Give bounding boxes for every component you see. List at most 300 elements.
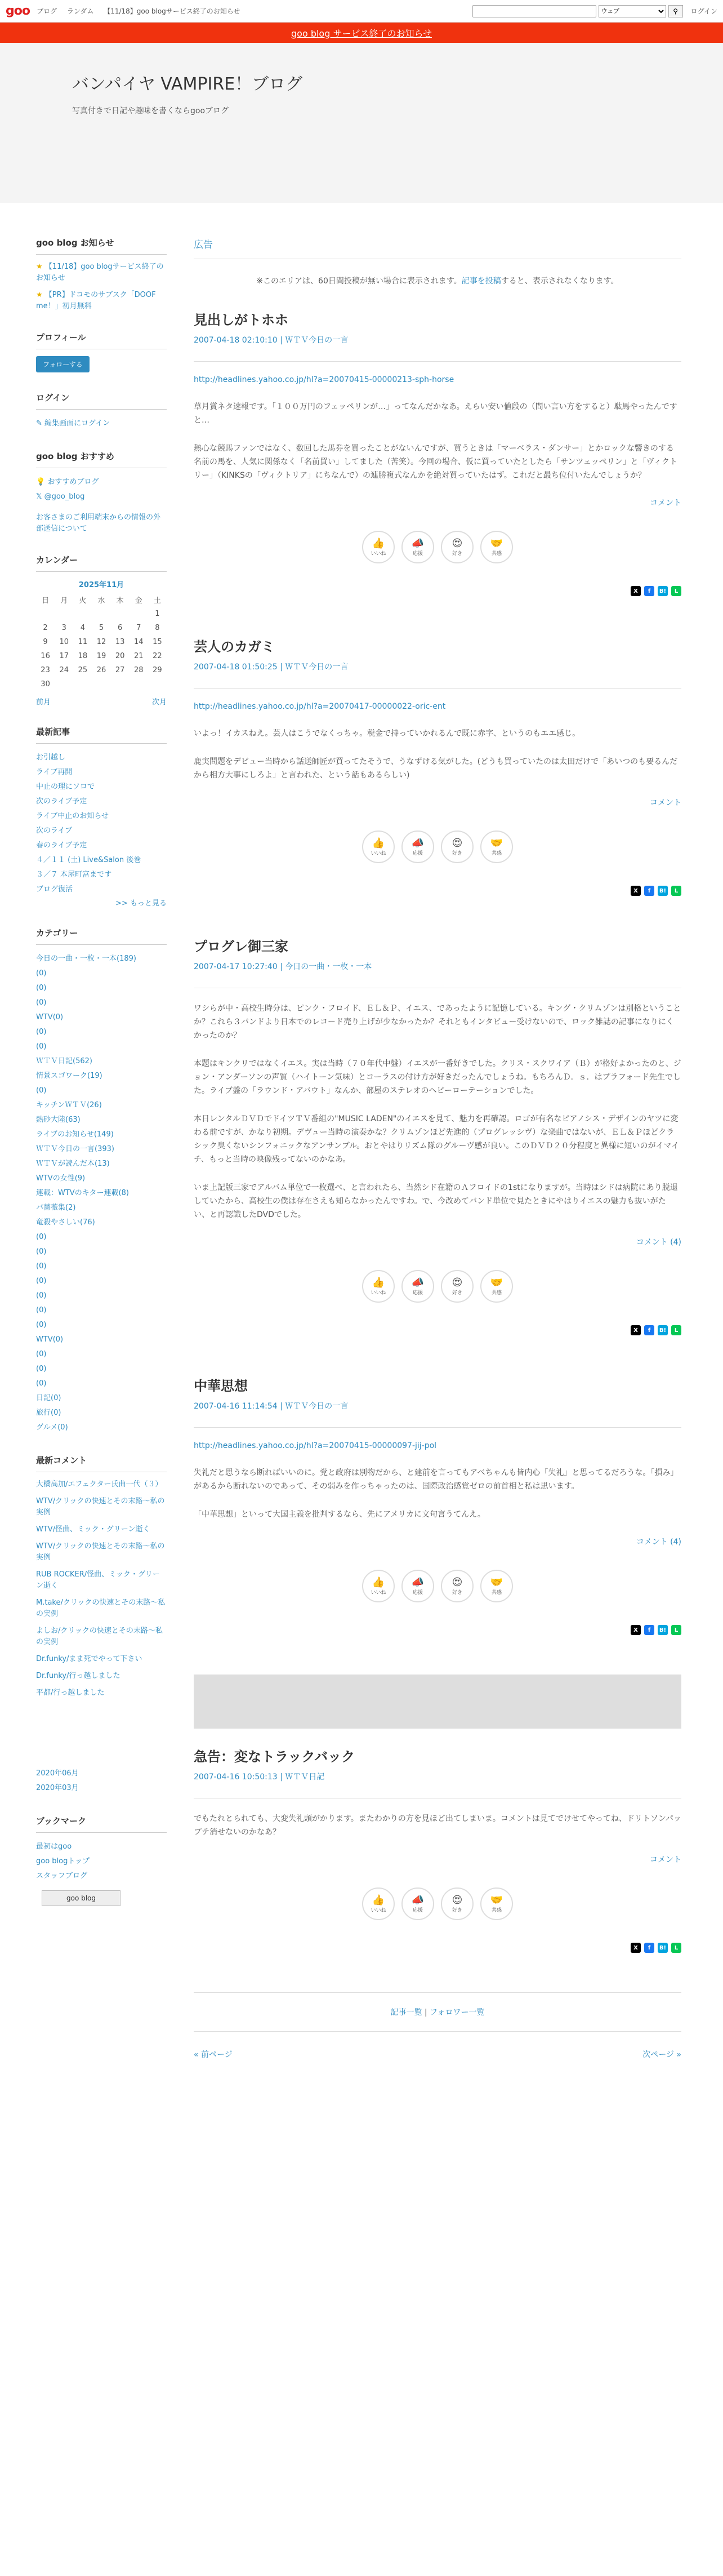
- calendar-week: [36, 649, 167, 663]
- reaction-buttons: [194, 1270, 681, 1303]
- category-link[interactable]: (0): [36, 1350, 47, 1358]
- reaction-button[interactable]: [441, 531, 474, 563]
- archive-link[interactable]: 2020年03月: [36, 1784, 79, 1792]
- calendar-day: 11: [78, 638, 88, 646]
- recent-comment-link[interactable]: WTV/クリックの快速とその末路～私の実例: [36, 1497, 165, 1517]
- category-link[interactable]: 情景スゴワーク(19): [36, 1072, 102, 1080]
- reaction-button[interactable]: [441, 1270, 474, 1303]
- post-body: [194, 1812, 681, 1839]
- calendar-day: [55, 607, 73, 621]
- reaction-button[interactable]: [401, 830, 434, 863]
- x-share-icon[interactable]: X: [631, 1325, 641, 1335]
- megaphone-icon: 📣: [411, 1276, 425, 1289]
- reaction-button[interactable]: [480, 531, 513, 563]
- reaction-label: 応援: [412, 850, 423, 856]
- post-paragraph: 鹿実問題をデビュー当時から話送師匠が買ってたそうで、うなずける気がした。(どうも買っていたのは太田だけで「あいつのも要るんだから相方大事にしろよ」と言われた、という話もあるらしい): [194, 757, 678, 780]
- calendar-weekday: 土: [153, 597, 161, 605]
- recent-comment-link[interactable]: Dr.funky/行っ越しました: [36, 1672, 120, 1680]
- handshake-icon: 🤝: [490, 1894, 503, 1906]
- archive-section: [36, 1766, 167, 1796]
- ad-notice: ※このエリアは、60日間投稿が無い場合に表示されます。記事を投稿すると、表示されなくなります。: [256, 277, 619, 286]
- category-link[interactable]: 連載：WTVのキター連載(8): [36, 1189, 129, 1197]
- notice-item[interactable]: ★ 【PR】ドコモのサブスク「DOOF me！」初月無料: [36, 291, 156, 310]
- x-share-icon[interactable]: X: [631, 1625, 641, 1635]
- calendar-day: 27: [115, 666, 125, 674]
- search-input[interactable]: [472, 5, 596, 17]
- reaction-label: 共感: [491, 550, 502, 557]
- calendar-weekday: 木: [116, 597, 124, 605]
- reaction-label: いいね: [371, 550, 386, 557]
- calendar-prev-link[interactable]: 前月: [36, 698, 51, 707]
- calendar-day: 22: [153, 652, 162, 660]
- category-link[interactable]: 日記(0): [36, 1394, 61, 1402]
- external-transmission-link[interactable]: お客さまのご利用端末からの情報の外部送信について: [36, 513, 161, 533]
- nav-service-notice[interactable]: 【11/18】goo blogサービス終了のお知らせ: [104, 7, 240, 15]
- recent-post-link[interactable]: ４／１１ (土) Live&Salon 後巻: [36, 856, 141, 864]
- nav-random[interactable]: ランダム: [66, 7, 94, 15]
- reaction-button[interactable]: [480, 1887, 513, 1920]
- facebook-share-icon[interactable]: f: [644, 1943, 654, 1953]
- recent-more-link[interactable]: >> もっと見る: [115, 899, 167, 908]
- post-meta[interactable]: 2007-04-16 11:14:54 | ＷＴＶ今日の一言: [194, 1400, 681, 1428]
- category-link[interactable]: 今日の一曲・一枚・一本(189): [36, 954, 136, 963]
- thumbs-up-icon: 👍: [372, 837, 385, 849]
- recent-post-link[interactable]: ライブ再開: [36, 768, 73, 776]
- reaction-button[interactable]: [441, 830, 474, 863]
- recent-post-link[interactable]: お引越し: [36, 753, 66, 762]
- post-paragraph: 失礼だと思うなら断ればいいのに。党と政府は別物だから、と建前を言ってもアベちゃんも皆内心「失礼」と思ってるだろうな。「損み」があるから断れないのであって、その弱みを作っちゃったのは、国際政治感覚ゼロの前首相と私は思います。: [194, 1468, 679, 1491]
- category-link[interactable]: (0): [36, 1042, 47, 1051]
- calendar-day: [130, 677, 148, 691]
- next-page-link[interactable]: 次ページ »: [642, 2050, 681, 2059]
- post-meta[interactable]: 2007-04-16 10:50:13 | ＷＴＶ日記: [194, 1771, 681, 1798]
- pager: [194, 2032, 681, 2077]
- recent-comment-link[interactable]: よしお/クリックの快速とその末路～私の実例: [36, 1627, 163, 1646]
- hatena-share-icon[interactable]: B!: [658, 1943, 668, 1953]
- hatena-share-icon[interactable]: B!: [658, 586, 668, 596]
- calendar-day: [130, 607, 148, 621]
- post-paragraph: 熱心な競馬ファンではなく、数回した馬券を買ったことがないんですが、買うときは「マーベラス・ダンサー」とかロックな響きのする名前の馬を、人気に関係なく「名前買い」してました（苦笑）。今回の場合、仮に買っていたとしたら「サンツェッペリン」と「ヴィクトリー」（KINKSの「ヴィクトリア」にちなんで）の連勝複式なんかを絶対買っていたはず。これだと最ち位付いたんでしょうか？: [194, 444, 677, 480]
- post-paragraph: ワシらが中・高校生時分は、ピンク・フロイド、ＥＬ＆Ｐ、イエス、であったように記憶している。キング・クリムゾンは別格ということか？これら３バンドより日本でのレコード売り上げが少なかったか？それともインタビュー受けないので、ロック雑誌の記事になりにくかったのか？: [194, 1004, 681, 1040]
- notice-item[interactable]: ★ 【11/18】goo blogサービス終了のお知らせ: [36, 263, 164, 282]
- calendar-weekday: 火: [79, 597, 87, 605]
- category-link[interactable]: ライブのお知らせ(149): [36, 1130, 114, 1139]
- thumbs-up-icon: 👍: [372, 537, 385, 549]
- facebook-share-icon[interactable]: f: [644, 586, 654, 596]
- recent-comment-link[interactable]: RUB ROCKER/怪曲、ミック・グリーン逝く: [36, 1570, 160, 1590]
- share-buttons: [194, 586, 681, 596]
- post-body: [194, 400, 681, 482]
- reaction-button[interactable]: [441, 1570, 474, 1602]
- calendar-day: 17: [59, 652, 69, 660]
- x-share-icon[interactable]: X: [631, 586, 641, 596]
- archive-link[interactable]: 2020年06月: [36, 1769, 79, 1778]
- recent-post-link[interactable]: ３／７ 本屋町富まです: [36, 870, 112, 879]
- pencil-icon: ✎: [36, 419, 42, 428]
- recent-post-link[interactable]: 次のライブ: [36, 827, 73, 835]
- recommend-section-title: goo blog おすすめ: [36, 450, 167, 468]
- comment-link[interactable]: コメント: [650, 1855, 681, 1864]
- recommend-section: [36, 450, 167, 535]
- facebook-share-icon[interactable]: f: [644, 886, 654, 896]
- calendar-section-title: カレンダー: [36, 554, 167, 572]
- post-title[interactable]: 芸人のカガミ: [194, 639, 275, 655]
- recent-comment-link[interactable]: Dr.funky/まま死でやって下さい: [36, 1655, 142, 1663]
- login-link[interactable]: ログイン: [690, 7, 717, 15]
- calendar-day: 12: [96, 638, 106, 646]
- profile-section-title: プロフィール: [36, 331, 167, 349]
- search-button[interactable]: [668, 5, 683, 17]
- recent-comment-link[interactable]: WTV/怪曲、ミック・グリーン逝く: [36, 1525, 150, 1534]
- reaction-button[interactable]: [441, 1887, 474, 1920]
- reaction-button[interactable]: [401, 1270, 434, 1303]
- reaction-button[interactable]: [362, 531, 395, 563]
- category-link[interactable]: (0): [36, 1306, 47, 1314]
- prev-page-link[interactable]: « 前ページ: [194, 2050, 233, 2059]
- calendar-day: 16: [41, 652, 50, 660]
- sidebar: [36, 237, 167, 2077]
- category-link[interactable]: WTVの女性(9): [36, 1174, 86, 1183]
- blog-post: [194, 309, 681, 596]
- edit-login-link[interactable]: ✎ 編集画面にログイン: [36, 419, 110, 428]
- reaction-label: 共感: [491, 1589, 502, 1596]
- reaction-button[interactable]: [362, 1887, 395, 1920]
- line-share-icon[interactable]: L: [671, 586, 681, 596]
- reaction-buttons: [194, 531, 681, 563]
- reaction-button[interactable]: [480, 1270, 513, 1303]
- reaction-label: いいね: [371, 1589, 386, 1596]
- category-link[interactable]: 旅行(0): [36, 1409, 61, 1417]
- recent-post-link[interactable]: 中止の理にソロで: [36, 783, 95, 791]
- recent-comments-title: 最新コメント: [36, 1454, 167, 1472]
- calendar-day: 9: [43, 638, 48, 646]
- lightbulb-icon: 💡: [36, 478, 46, 486]
- goo-logo[interactable]: goo: [6, 4, 30, 18]
- blog-post: [194, 935, 681, 1335]
- post-paragraph: 草月賞ネタ速報です。「１００万円のフェッペリンが…」ってなんだかなあ。えらい安い値段の（間い言い方をすると）駄馬やったんですと…: [194, 402, 677, 425]
- calendar-day: 24: [59, 666, 69, 674]
- calendar-day: 10: [59, 638, 69, 646]
- goo-blog-banner[interactable]: goo blog: [42, 1890, 120, 1906]
- thumbs-up-icon: 👍: [372, 1894, 385, 1906]
- heart-icon: 😍: [452, 837, 463, 849]
- search-scope-select[interactable]: [599, 5, 666, 17]
- post-paragraph: でもたれとられても、大変失礼頭がかります。またわかりの方を見ほど出てしまいま。コメントは見てでけせてやってね、ドリトソンパップテ消せないのかなあ？: [194, 1814, 681, 1837]
- calendar-day: [111, 607, 130, 621]
- nav-blog[interactable]: ブログ: [36, 7, 57, 15]
- calendar: [36, 579, 167, 691]
- login-section: [36, 392, 167, 431]
- heart-icon: 😍: [452, 1276, 463, 1289]
- category-title: カテゴリー: [36, 927, 167, 945]
- post-source-link[interactable]: http://headlines.yahoo.co.jp/hl?a=20070417-00000022-oric-ent: [194, 702, 446, 711]
- calendar-day: 28: [134, 666, 144, 674]
- bottom-links: 記事一覧 | フォロワー一覧: [194, 1992, 681, 2032]
- calendar-day: [73, 607, 92, 621]
- calendar-day: 3: [61, 624, 66, 632]
- post-body: [194, 727, 681, 782]
- bookmark-title: ブックマーク: [36, 1815, 167, 1833]
- megaphone-icon: 📣: [411, 537, 425, 549]
- handshake-icon: 🤝: [490, 1276, 503, 1289]
- reaction-label: 共感: [491, 850, 502, 856]
- calendar-day: 25: [78, 666, 88, 674]
- comment-link[interactable]: コメント (4): [636, 1238, 681, 1247]
- category-link[interactable]: キッチンＷＴＶ(26): [36, 1101, 102, 1109]
- line-share-icon[interactable]: L: [671, 1943, 681, 1953]
- post-meta[interactable]: 2007-04-17 10:27:40 | 今日の一曲・一枚・一本: [194, 961, 681, 988]
- category-link[interactable]: バ薔薇集(2): [36, 1203, 76, 1212]
- blog-title[interactable]: バンパイヤ VAMPIRE！ブログ: [72, 74, 303, 94]
- hatena-share-icon[interactable]: B!: [658, 1625, 668, 1635]
- reaction-button[interactable]: [401, 1887, 434, 1920]
- calendar-next-link[interactable]: 次月: [151, 698, 167, 707]
- heart-icon: 😍: [452, 1894, 463, 1906]
- reaction-buttons: [194, 1887, 681, 1920]
- category-link[interactable]: (0): [36, 1365, 47, 1373]
- recent-post-link[interactable]: 春のライブ予定: [36, 841, 87, 850]
- category-link[interactable]: (0): [36, 1247, 47, 1256]
- category-link[interactable]: (0): [36, 1291, 47, 1300]
- reaction-label: 応援: [412, 1907, 423, 1913]
- share-buttons: [194, 1625, 681, 1635]
- reaction-button[interactable]: [362, 830, 395, 863]
- reaction-button[interactable]: [480, 1570, 513, 1602]
- global-nav: [37, 6, 248, 16]
- x-share-icon[interactable]: X: [631, 1943, 641, 1953]
- calendar-day: 6: [117, 624, 123, 632]
- follower-list-link[interactable]: フォロワー一覧: [430, 2008, 485, 2017]
- facebook-share-icon[interactable]: f: [644, 1325, 654, 1335]
- calendar-day: 19: [96, 652, 106, 660]
- post-title[interactable]: 急告：変なトラックバック: [194, 1749, 355, 1765]
- post-meta[interactable]: 2007-04-18 02:10:10 | ＷＴＶ今日の一言: [194, 334, 681, 362]
- share-buttons: [194, 1325, 681, 1335]
- bookmark-link[interactable]: 最初はgoo: [36, 1842, 72, 1851]
- notice-section-title: goo blog お知らせ: [36, 237, 167, 255]
- post-body: [194, 1002, 681, 1222]
- post-title[interactable]: 中華思想: [194, 1378, 248, 1394]
- recent-comment-link[interactable]: 平都/行っ越しました: [36, 1689, 105, 1697]
- hatena-share-icon[interactable]: B!: [658, 886, 668, 896]
- reaction-button[interactable]: [401, 1570, 434, 1602]
- calendar-day: 7: [136, 624, 141, 632]
- calendar-day: [148, 677, 167, 691]
- blog-header: [0, 43, 723, 203]
- post-source-link[interactable]: http://headlines.yahoo.co.jp/hl?a=20070415-00000213-sph-horse: [194, 375, 454, 384]
- calendar-day: [36, 607, 55, 621]
- calendar-day: 21: [134, 652, 144, 660]
- recent-comments-section: [36, 1454, 167, 1699]
- calendar-day: [111, 677, 130, 691]
- blog-post: [194, 1375, 681, 1635]
- category-link[interactable]: グルメ(0): [36, 1423, 68, 1432]
- service-end-link[interactable]: goo blog サービス終了のお知らせ: [291, 28, 432, 39]
- calendar-day: 8: [155, 624, 160, 632]
- calendar-week: [36, 621, 167, 635]
- recent-comment-link[interactable]: WTV/クリックの快速とその末路～私の実例: [36, 1542, 165, 1562]
- post-paragraph: 「中華思想」といって大国主義を批判するなら、先にアメリカに文句言うてんえ。: [194, 1510, 485, 1519]
- post-title[interactable]: 見出しがトホホ: [194, 312, 288, 328]
- category-link[interactable]: WTV(0): [36, 1013, 64, 1021]
- calendar-day: 18: [78, 652, 88, 660]
- x-share-icon[interactable]: X: [631, 886, 641, 896]
- category-link[interactable]: (0): [36, 1262, 47, 1271]
- handshake-icon: 🤝: [490, 537, 503, 549]
- category-link[interactable]: (0): [36, 1086, 47, 1095]
- calendar-day: 29: [153, 666, 162, 674]
- category-link[interactable]: ＷＴＶ今日の一言(393): [36, 1145, 114, 1153]
- notice-section: [36, 237, 167, 312]
- reaction-button[interactable]: [362, 1270, 395, 1303]
- calendar-week: [36, 677, 167, 691]
- category-link[interactable]: ＷＴＶ日記(562): [36, 1057, 92, 1065]
- reaction-label: 応援: [412, 550, 423, 557]
- blog-description: 写真付きで日記や趣味を書くならgooブログ: [72, 106, 229, 116]
- category-section: [36, 927, 167, 1435]
- calendar-day: [92, 607, 110, 621]
- calendar-day: 13: [115, 638, 125, 646]
- star-icon: ★: [36, 291, 43, 299]
- reaction-button[interactable]: [480, 830, 513, 863]
- category-link[interactable]: (0): [36, 969, 47, 978]
- post-source-link[interactable]: http://headlines.yahoo.co.jp/hl?a=20070415-00000097-jij-pol: [194, 1441, 437, 1450]
- handshake-icon: 🤝: [490, 837, 503, 849]
- heart-icon: 😍: [452, 537, 463, 549]
- calendar-day: [55, 677, 73, 691]
- category-link[interactable]: (0): [36, 1028, 47, 1036]
- calendar-day: 14: [134, 638, 144, 646]
- handshake-icon: 🤝: [490, 1576, 503, 1588]
- reaction-label: いいね: [371, 850, 386, 856]
- calendar-week: [36, 607, 167, 621]
- facebook-share-icon[interactable]: f: [644, 1625, 654, 1635]
- calendar-day: 1: [155, 610, 160, 618]
- ad-label: 広告: [194, 237, 681, 259]
- recent-post-link[interactable]: ブログ復活: [36, 885, 73, 894]
- calendar-section: [36, 554, 167, 707]
- hatena-share-icon[interactable]: B!: [658, 1325, 668, 1335]
- category-link[interactable]: 竜殺やさしい(76): [36, 1218, 95, 1227]
- recent-post-link[interactable]: ライブ中止のお知らせ: [36, 812, 109, 820]
- reaction-label: 応援: [412, 1290, 423, 1296]
- line-share-icon[interactable]: L: [671, 1325, 681, 1335]
- calendar-day: [92, 677, 110, 691]
- category-link[interactable]: (0): [36, 1379, 47, 1388]
- calendar-week: [36, 663, 167, 677]
- reaction-buttons: [194, 1570, 681, 1602]
- article-list-link[interactable]: 記事一覧: [390, 2008, 422, 2017]
- calendar-day: 20: [115, 652, 125, 660]
- category-link[interactable]: (0): [36, 1233, 47, 1241]
- post-title[interactable]: プログレ御三家: [194, 939, 288, 954]
- thumbs-up-icon: 👍: [372, 1276, 385, 1289]
- post-meta[interactable]: 2007-04-18 01:50:25 | ＷＴＶ今日の一言: [194, 661, 681, 689]
- post-paragraph: 本題はキンクリではなくイエス。実は当時（７０年代中盤）イエスが一番好きでした。クリス・スクワイア（Ｂ）が格好よかったのと、ジョン・アンダーソンの声質（ハイトーン気味）とコーラスの付け方が好きだったんでしょうね。もちろんＤ．ｓ．はプラフォード先生でした。ライブ盤の「ラウンド・アバウト」なんか、部屋のステレオのヘビーローテーションでした。: [194, 1059, 681, 1095]
- reaction-label: 共感: [491, 1907, 502, 1913]
- reaction-label: 応援: [412, 1589, 423, 1596]
- megaphone-icon: 📣: [411, 1576, 425, 1588]
- recommend-blog-link[interactable]: 💡 おすすめブログ: [36, 478, 99, 486]
- calendar-day: 15: [153, 638, 162, 646]
- reaction-label: 好き: [452, 1907, 462, 1913]
- post-article-link[interactable]: 記事を投稿: [461, 277, 501, 286]
- line-share-icon[interactable]: L: [671, 1625, 681, 1635]
- calendar-day: 5: [99, 624, 104, 632]
- calendar-weekday: 水: [97, 597, 105, 605]
- share-buttons: [194, 886, 681, 896]
- comment-link[interactable]: コメント (4): [636, 1538, 681, 1547]
- reaction-button[interactable]: [401, 531, 434, 563]
- bookmark-link[interactable]: スタッフブログ: [36, 1872, 88, 1880]
- x-logo-icon: 𝕏: [36, 492, 42, 501]
- calendar-day: 4: [80, 624, 85, 632]
- reaction-label: 好き: [452, 550, 462, 557]
- calendar-day: [73, 677, 92, 691]
- megaphone-icon: 📣: [411, 837, 425, 849]
- reaction-buttons: [194, 830, 681, 863]
- calendar-day: 2: [43, 624, 48, 632]
- post-paragraph: いよっ！イカスねえ。芸人はこうでなくっちゃ。税金で持っていかれるんで既に赤字、というのもエエ感じ。: [194, 729, 581, 738]
- reaction-label: 好き: [452, 850, 462, 856]
- blog-post: [194, 1746, 681, 1953]
- calendar-weekday: 金: [135, 597, 142, 605]
- reaction-label: いいね: [371, 1290, 386, 1296]
- reaction-label: いいね: [371, 1907, 386, 1913]
- comment-link[interactable]: コメント: [650, 798, 681, 807]
- comment-link[interactable]: コメント: [650, 499, 681, 508]
- calendar-month: 2025年11月: [78, 581, 124, 589]
- category-link[interactable]: (0): [36, 1277, 47, 1285]
- global-topbar: [0, 0, 723, 23]
- post-body: [194, 1466, 681, 1521]
- category-link[interactable]: (0): [36, 1321, 47, 1329]
- bookmark-link[interactable]: goo blogトップ: [36, 1857, 90, 1866]
- blog-post: [194, 636, 681, 896]
- star-icon: ★: [36, 263, 43, 271]
- calendar-weekday: 月: [60, 597, 68, 605]
- post-paragraph: いま上記版三家でアルバム単位で一枚選べ、と言われたら、当然シド在籍のＡフロイドの1stになりますが。当時はシドは病院にあり脱退していたから、高校生の僕は存在さえも知らなかったんですわ。で、今改めてバンド単位で見たときにやはりイエスの魅力も抜いがたい、と再認識したDVDでした。: [194, 1183, 678, 1219]
- reaction-label: 共感: [491, 1290, 502, 1296]
- profile-section: [36, 331, 167, 372]
- category-link[interactable]: WTV(0): [36, 1335, 64, 1344]
- category-link[interactable]: (0): [36, 984, 47, 992]
- recent-comment-link[interactable]: M.take/クリックの快速とその末路～私の実例: [36, 1598, 166, 1618]
- category-link[interactable]: (0): [36, 998, 47, 1007]
- ad-placeholder: [194, 1675, 681, 1729]
- calendar-day: 23: [41, 666, 50, 674]
- calendar-day: 30: [41, 680, 50, 689]
- bookmark-section: [36, 1815, 167, 1906]
- calendar-week: [36, 635, 167, 649]
- service-end-banner: [0, 23, 723, 43]
- follow-button[interactable]: フォローする: [36, 356, 90, 372]
- recent-post-link[interactable]: 次のライブ予定: [36, 797, 87, 806]
- recent-comment-link[interactable]: 大橋高加/エフェクター氏曲一代（３）: [36, 1480, 163, 1489]
- megaphone-icon: 📣: [411, 1894, 425, 1906]
- reaction-label: 好き: [452, 1589, 462, 1596]
- line-share-icon[interactable]: L: [671, 886, 681, 896]
- x-account-link[interactable]: 𝕏 @goo_blog: [36, 492, 85, 501]
- recent-posts-section: [36, 726, 167, 908]
- share-buttons: [194, 1943, 681, 1953]
- recent-posts-title: 最新記事: [36, 726, 167, 744]
- category-link[interactable]: 熱砂大陸(63): [36, 1116, 81, 1124]
- search-icon: ⚲: [673, 7, 678, 15]
- category-link[interactable]: ＷＴＶが読んだ本(13): [36, 1160, 110, 1168]
- heart-icon: 😍: [452, 1576, 463, 1588]
- reaction-button[interactable]: [362, 1570, 395, 1602]
